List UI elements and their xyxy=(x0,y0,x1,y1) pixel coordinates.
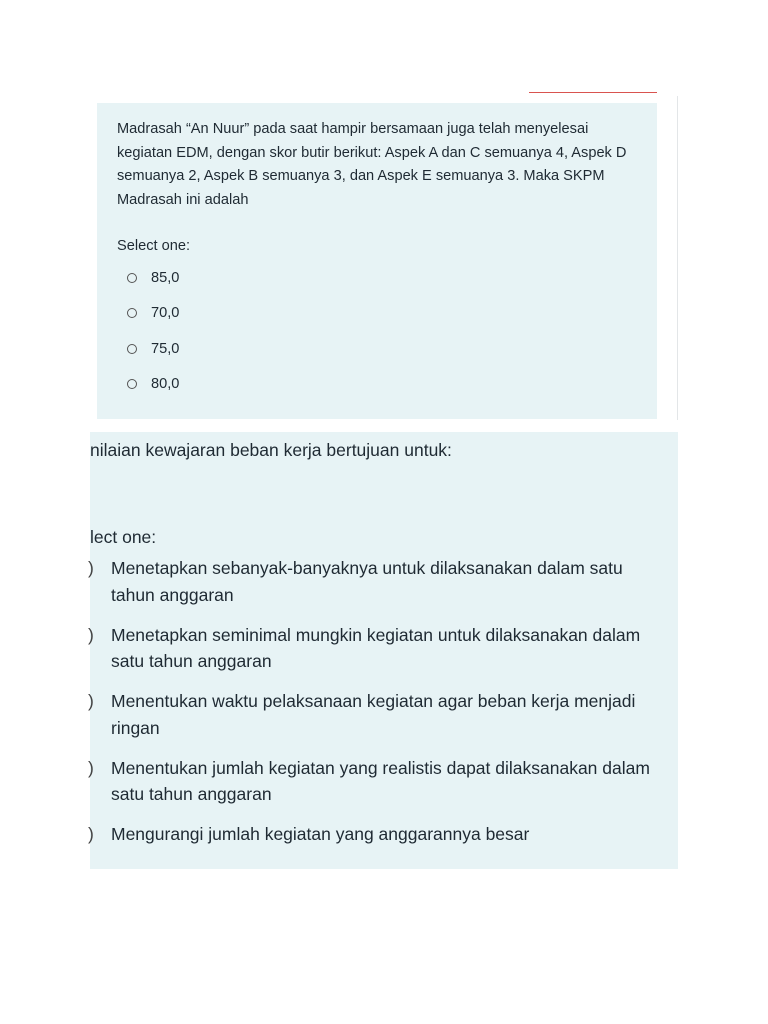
answer-option-3[interactable] xyxy=(90,688,678,755)
vertical-divider xyxy=(677,96,678,420)
radio-icon[interactable]: ) xyxy=(88,691,94,711)
question-1-select-prompt: Select one: xyxy=(117,238,191,254)
answer-option-label: 75,0 xyxy=(151,340,180,357)
question-2-card xyxy=(90,432,678,869)
radio-icon[interactable] xyxy=(127,308,137,318)
answer-option-label: Menetapkan seminimal mungkin kegiatan untuk dilaksanakan dalam satu tahun anggaran xyxy=(111,624,641,671)
question-2-select-prompt: lect one: xyxy=(90,527,157,547)
answer-option-label: Menetapkan sebanyak-banyaknya untuk dilaksanakan dalam satu tahun anggaran xyxy=(111,558,623,605)
answer-option-label: Menentukan jumlah kegiatan yang realistis dapat dilaksanakan dalam satu tahun anggaran xyxy=(111,757,650,804)
answer-option-label: 85,0 xyxy=(151,269,180,286)
answer-option-label: Mengurangi jumlah kegiatan yang anggarannya besar xyxy=(111,824,530,844)
question-2-text: nilaian kewajaran beban kerja bertujuan untuk: xyxy=(90,440,452,460)
radio-icon[interactable]: ) xyxy=(88,624,94,645)
radio-icon[interactable] xyxy=(127,344,137,354)
question-1-options xyxy=(117,260,637,402)
answer-option-1[interactable] xyxy=(90,555,678,622)
answer-option-label: 80,0 xyxy=(151,376,180,393)
radio-icon[interactable]: ) xyxy=(88,558,94,578)
answer-option-3[interactable] xyxy=(117,331,637,367)
answer-option-4[interactable] xyxy=(90,755,678,822)
answer-option-4[interactable] xyxy=(117,367,637,403)
answer-option-2[interactable] xyxy=(90,622,678,689)
answer-option-label: 70,0 xyxy=(151,305,180,322)
answer-option-2[interactable] xyxy=(117,296,637,332)
radio-icon[interactable] xyxy=(127,273,137,283)
question-2-options xyxy=(90,555,678,888)
radio-icon[interactable] xyxy=(127,379,137,389)
radio-icon[interactable]: ) xyxy=(88,824,94,844)
answer-option-label: Menentukan waktu pelaksanaan kegiatan agar beban kerja menjadi ringan xyxy=(111,691,636,738)
answer-option-5[interactable] xyxy=(90,821,678,888)
question-1-text: Madrasah “An Nuur” pada saat hampir bersamaan juga telah menyelesai kegiatan EDM, dengan skor butir berikut: Aspek A dan C semuanya 4, Aspek D semuanya 2, Aspek B semuanya 3, dan Aspek E semuanya 3. Maka SKPM Madrasah ini adalah xyxy=(117,121,627,208)
accent-underline xyxy=(529,92,657,93)
question-1-card xyxy=(97,103,657,419)
answer-option-1[interactable] xyxy=(117,260,637,296)
radio-icon[interactable]: ) xyxy=(88,757,94,778)
